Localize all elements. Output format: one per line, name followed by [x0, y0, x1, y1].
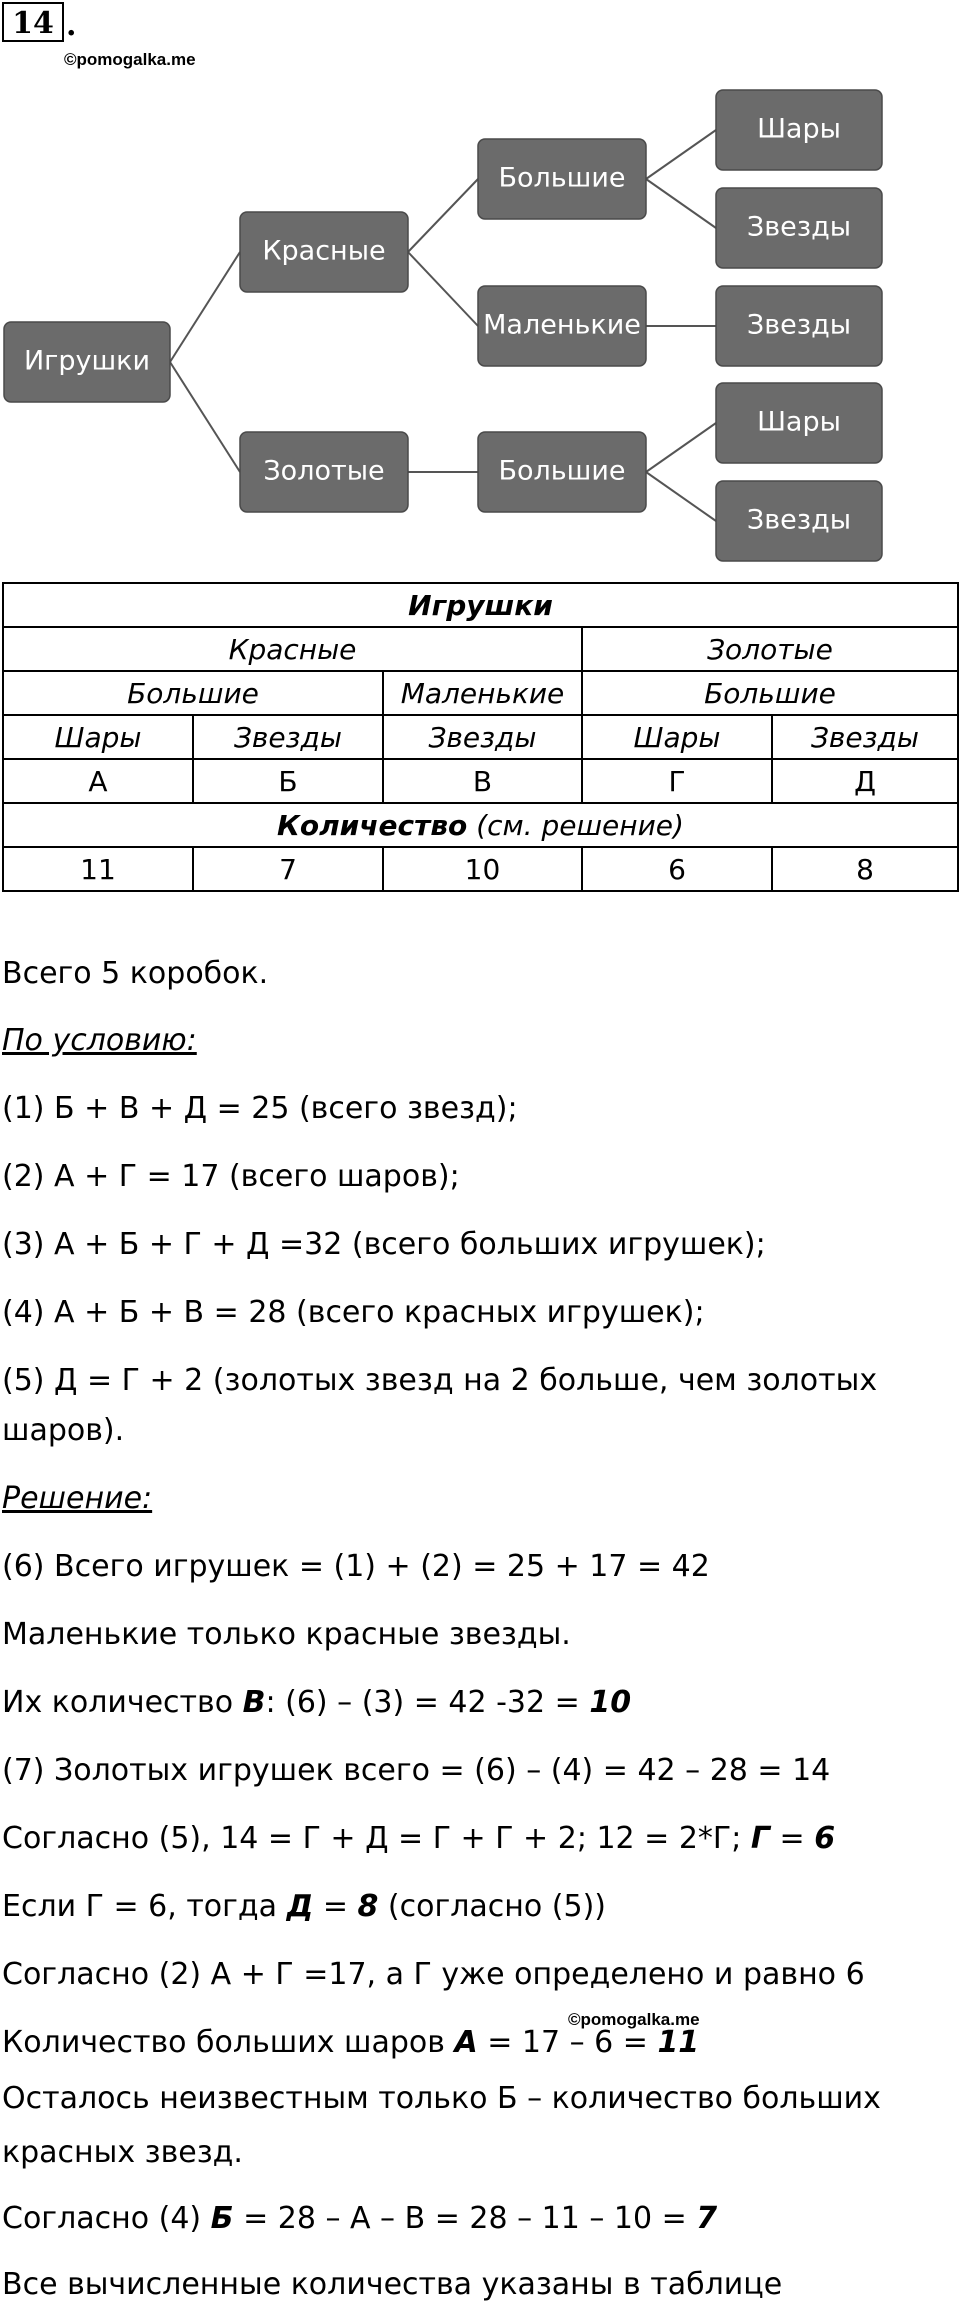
if-pre: Если Г = 6, тогда	[2, 1889, 287, 1924]
their-qty-var: В	[242, 1685, 266, 1720]
final-line: Все вычисленные количества указаны в таблице	[2, 2267, 783, 2302]
table-cell: 11	[3, 847, 193, 891]
node-red-big	[478, 139, 646, 219]
their-qty-mid: : (6) – (3) = 42 -32 =	[265, 1685, 590, 1720]
node-red-small	[478, 286, 646, 366]
if-post: (согласно (5))	[378, 1889, 606, 1924]
if-var: Д	[286, 1889, 314, 1924]
condition-3: (3) А + Б + Г + Д =32 (всего больших игрушек);	[2, 1227, 766, 1262]
condition-heading	[2, 1022, 952, 1060]
table-red-big: Большие	[3, 671, 383, 715]
leaf-red-big-stars	[716, 188, 882, 268]
acc5-pre: Согласно (5), 14 = Г + Д = Г + Г + 2; 12 = 2*Г;	[2, 1821, 751, 1856]
edge-goldbig-balls	[646, 423, 716, 472]
table-cell: Шары	[582, 715, 772, 759]
solution-step-6: (6) Всего игрушек = (1) + (2) = 25 + 17 = 42	[2, 1549, 710, 1584]
acc4-pre: Согласно (4)	[2, 2201, 211, 2236]
watermark-top: ©pomogalka.me	[64, 50, 196, 69]
table-red-small: Маленькие	[383, 671, 582, 715]
node-red-big-label: Большие	[498, 162, 626, 194]
table-red: Красные	[3, 627, 582, 671]
node-red	[240, 212, 408, 292]
their-qty-res: 10	[589, 1685, 632, 1720]
table-cell: Звезды	[772, 715, 958, 759]
condition-4: (4) А + Б + В = 28 (всего красных игрушек);	[2, 1295, 705, 1330]
qty-label-rest: (см. решение)	[467, 808, 684, 842]
leaf-gold-big-balls	[716, 383, 882, 463]
big-mid: = 17 – 6 =	[477, 2025, 658, 2060]
acc4-mid: = 28 – А – В = 28 – 11 – 10 =	[233, 2201, 697, 2236]
according-5-line	[2, 1820, 952, 1858]
if-res: 8	[357, 1889, 379, 1924]
table-letter-row	[3, 759, 958, 803]
edge-redbig-balls	[646, 130, 716, 179]
table-cell: Б	[193, 759, 383, 803]
node-red-small-label: Маленькие	[483, 309, 641, 341]
toy-classification-tree	[0, 0, 960, 575]
table-cell: Шары	[3, 715, 193, 759]
leaf-red-big-balls	[716, 90, 882, 170]
task-number: 14	[12, 6, 54, 41]
table-cell: А	[3, 759, 193, 803]
table-cell: Г	[582, 759, 772, 803]
table-cell: Звезды	[383, 715, 582, 759]
table-cell: В	[383, 759, 582, 803]
according-2-line: Согласно (2) А + Г =17, а Г уже определено и равно 6	[2, 1957, 865, 1992]
acc5-res: 6	[814, 1821, 836, 1856]
task-number-dot: .	[66, 8, 77, 43]
leaf-red-small-stars	[716, 286, 882, 366]
total-boxes: Всего 5 коробок.	[2, 956, 269, 991]
solution-step-7: (7) Золотых игрушек всего = (6) – (4) = 42 – 28 = 14	[2, 1753, 831, 1788]
table-count-row	[3, 847, 958, 891]
node-gold	[240, 432, 408, 512]
their-qty-line	[2, 1684, 952, 1722]
node-gold-big	[478, 432, 646, 512]
table-type-row	[3, 715, 958, 759]
table-cell: 10	[383, 847, 582, 891]
left-unknown-line1: Осталось неизвестным только Б – количество больших	[2, 2081, 881, 2116]
condition-5-line2: шаров).	[2, 1413, 125, 1448]
condition-5-line1: (5) Д = Г + 2 (золотых звезд на 2 больше, чем золотых	[2, 1363, 878, 1398]
leaf2-label: Звезды	[746, 211, 852, 243]
table-cell: 7	[193, 847, 383, 891]
their-qty-pre: Их количество	[2, 1685, 243, 1720]
table-color-row	[3, 627, 958, 671]
condition-2: (2) А + Г = 17 (всего шаров);	[2, 1159, 460, 1194]
if-line	[2, 1888, 952, 1926]
edge-red-small	[408, 252, 478, 326]
edge-root-gold	[170, 362, 240, 472]
edge-goldbig-stars	[646, 472, 716, 521]
edge-root-red	[170, 252, 240, 362]
table-qty-label-row	[3, 803, 958, 847]
big-var: А	[454, 2025, 478, 2060]
solution-heading	[2, 1480, 952, 1518]
leaf4-label: Шары	[757, 406, 841, 438]
node-root-label: Игрушки	[23, 345, 151, 377]
table-gold: Золотые	[582, 627, 958, 671]
if-eq: =	[313, 1889, 358, 1924]
table-title: Игрушки	[3, 583, 958, 627]
big-res: 11	[657, 2025, 700, 2060]
left-unknown-line2: красных звезд.	[2, 2135, 243, 2170]
table-cell: 6	[582, 847, 772, 891]
table-qty-label	[3, 803, 958, 847]
leaf-gold-big-stars	[716, 481, 882, 561]
big-balls-line	[2, 2024, 952, 2062]
according-4-line	[2, 2200, 952, 2238]
table-gold-big: Большие	[582, 671, 958, 715]
leaf3-label: Звезды	[746, 309, 852, 341]
acc5-var: Г	[750, 1821, 770, 1856]
table-size-row	[3, 671, 958, 715]
toys-table	[2, 582, 959, 892]
table-cell: Звезды	[193, 715, 383, 759]
node-gold-label: Золотые	[263, 455, 385, 487]
node-root	[4, 322, 170, 402]
leaf1-label: Шары	[757, 113, 841, 145]
table-title-row	[3, 583, 958, 627]
solution-heading-text: Решение:	[2, 1481, 153, 1516]
condition-heading-text: По условию:	[2, 1023, 197, 1058]
qty-label-bold: Количество	[277, 808, 468, 842]
condition-1: (1) Б + В + Д = 25 (всего звезд);	[2, 1091, 518, 1126]
node-gold-big-label: Большие	[498, 455, 626, 487]
edge-red-big	[408, 179, 478, 252]
small-only-line: Маленькие только красные звезды.	[2, 1617, 571, 1652]
table-cell: 8	[772, 847, 958, 891]
node-red-label: Красные	[262, 235, 386, 267]
leaf5-label: Звезды	[746, 504, 852, 536]
acc4-var: Б	[210, 2201, 234, 2236]
edge-redbig-stars	[646, 179, 716, 228]
table-cell: Д	[772, 759, 958, 803]
big-pre: Количество больших шаров	[2, 2025, 455, 2060]
acc4-res: 7	[696, 2201, 718, 2236]
acc5-eq: =	[770, 1821, 815, 1856]
watermark-middle: ©pomogalka.me	[568, 2010, 700, 2029]
